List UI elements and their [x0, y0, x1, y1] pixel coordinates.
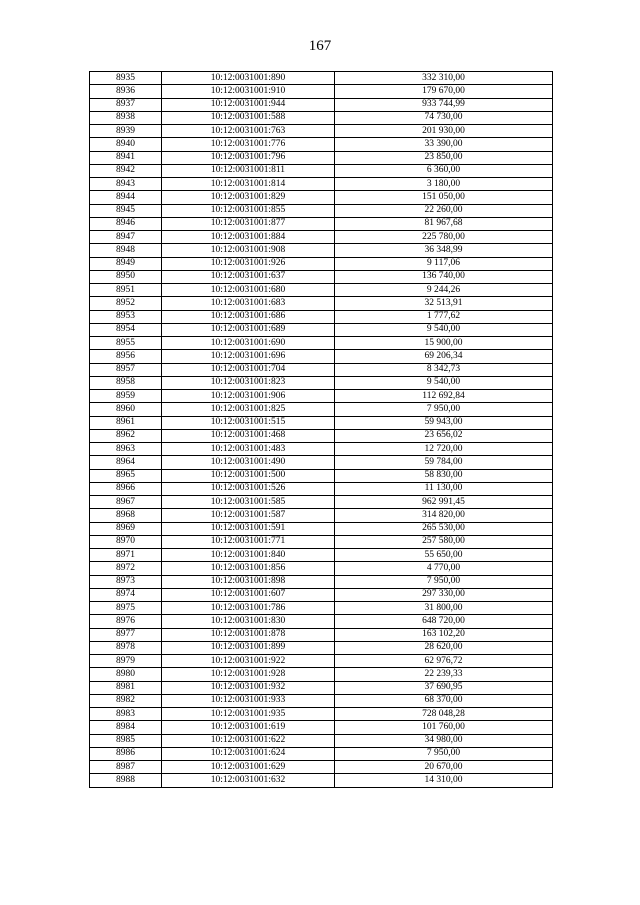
cadastral-number-cell: 10:12:0031001:944	[162, 98, 335, 111]
value-cell: 59 784,00	[335, 456, 553, 469]
value-cell: 7 950,00	[335, 575, 553, 588]
table-row	[90, 628, 553, 641]
row-number-cell: 8971	[90, 549, 162, 562]
value-cell: 332 310,00	[335, 72, 553, 85]
value-cell: 136 740,00	[335, 270, 553, 283]
value-cell: 933 744,99	[335, 98, 553, 111]
table-row	[90, 390, 553, 403]
table-row	[90, 204, 553, 217]
table-row	[90, 164, 553, 177]
cadastral-number-cell: 10:12:0031001:500	[162, 469, 335, 482]
table-row	[90, 138, 553, 151]
table-row	[90, 337, 553, 350]
cadastral-number-cell: 10:12:0031001:855	[162, 204, 335, 217]
row-number-cell: 8954	[90, 323, 162, 336]
cadastral-number-cell: 10:12:0031001:906	[162, 390, 335, 403]
table-row	[90, 641, 553, 654]
cadastral-number-cell: 10:12:0031001:890	[162, 72, 335, 85]
cadastral-number-cell: 10:12:0031001:690	[162, 337, 335, 350]
row-number-cell: 8958	[90, 376, 162, 389]
table-row	[90, 535, 553, 548]
value-cell: 257 580,00	[335, 535, 553, 548]
value-cell: 101 760,00	[335, 721, 553, 734]
cadastral-number-cell: 10:12:0031001:587	[162, 509, 335, 522]
table-row	[90, 429, 553, 442]
value-cell: 7 950,00	[335, 403, 553, 416]
table-row	[90, 98, 553, 111]
table-row	[90, 244, 553, 257]
cadastral-number-cell: 10:12:0031001:591	[162, 522, 335, 535]
value-cell: 648 720,00	[335, 615, 553, 628]
registry-table-body	[90, 72, 553, 788]
row-number-cell: 8988	[90, 774, 162, 787]
value-cell: 69 206,34	[335, 350, 553, 363]
row-number-cell: 8959	[90, 390, 162, 403]
value-cell: 15 900,00	[335, 337, 553, 350]
cadastral-number-cell: 10:12:0031001:932	[162, 681, 335, 694]
cadastral-number-cell: 10:12:0031001:814	[162, 178, 335, 191]
cadastral-number-cell: 10:12:0031001:899	[162, 641, 335, 654]
value-cell: 265 530,00	[335, 522, 553, 535]
value-cell: 12 720,00	[335, 443, 553, 456]
registry-table	[89, 71, 553, 788]
cadastral-number-cell: 10:12:0031001:926	[162, 257, 335, 270]
value-cell: 22 239,33	[335, 668, 553, 681]
value-cell: 962 991,45	[335, 496, 553, 509]
cadastral-number-cell: 10:12:0031001:922	[162, 655, 335, 668]
cadastral-number-cell: 10:12:0031001:468	[162, 429, 335, 442]
table-row	[90, 588, 553, 601]
row-number-cell: 8985	[90, 734, 162, 747]
table-row	[90, 456, 553, 469]
row-number-cell: 8980	[90, 668, 162, 681]
table-row	[90, 323, 553, 336]
table-row	[90, 482, 553, 495]
table-row	[90, 549, 553, 562]
cadastral-number-cell: 10:12:0031001:632	[162, 774, 335, 787]
cadastral-number-cell: 10:12:0031001:680	[162, 284, 335, 297]
row-number-cell: 8935	[90, 72, 162, 85]
table-row	[90, 257, 553, 270]
table-row	[90, 761, 553, 774]
row-number-cell: 8941	[90, 151, 162, 164]
row-number-cell: 8983	[90, 708, 162, 721]
table-row	[90, 350, 553, 363]
row-number-cell: 8981	[90, 681, 162, 694]
value-cell: 74 730,00	[335, 111, 553, 124]
table-row	[90, 443, 553, 456]
value-cell: 201 930,00	[335, 125, 553, 138]
cadastral-number-cell: 10:12:0031001:884	[162, 231, 335, 244]
row-number-cell: 8962	[90, 429, 162, 442]
row-number-cell: 8965	[90, 469, 162, 482]
table-row	[90, 416, 553, 429]
table-row	[90, 178, 553, 191]
value-cell: 1 777,62	[335, 310, 553, 323]
cadastral-number-cell: 10:12:0031001:877	[162, 217, 335, 230]
row-number-cell: 8957	[90, 363, 162, 376]
value-cell: 55 650,00	[335, 549, 553, 562]
cadastral-number-cell: 10:12:0031001:933	[162, 694, 335, 707]
cadastral-number-cell: 10:12:0031001:935	[162, 708, 335, 721]
cadastral-number-cell: 10:12:0031001:490	[162, 456, 335, 469]
cadastral-number-cell: 10:12:0031001:686	[162, 310, 335, 323]
value-cell: 9 540,00	[335, 376, 553, 389]
value-cell: 151 050,00	[335, 191, 553, 204]
value-cell: 31 800,00	[335, 602, 553, 615]
cadastral-number-cell: 10:12:0031001:526	[162, 482, 335, 495]
row-number-cell: 8967	[90, 496, 162, 509]
row-number-cell: 8946	[90, 217, 162, 230]
cadastral-number-cell: 10:12:0031001:624	[162, 747, 335, 760]
table-row	[90, 217, 553, 230]
page-number: 167	[308, 38, 332, 54]
table-row	[90, 681, 553, 694]
row-number-cell: 8953	[90, 310, 162, 323]
cadastral-number-cell: 10:12:0031001:796	[162, 151, 335, 164]
row-number-cell: 8961	[90, 416, 162, 429]
table-row	[90, 270, 553, 283]
row-number-cell: 8945	[90, 204, 162, 217]
cadastral-number-cell: 10:12:0031001:910	[162, 85, 335, 98]
value-cell: 22 260,00	[335, 204, 553, 217]
value-cell: 225 780,00	[335, 231, 553, 244]
value-cell: 179 670,00	[335, 85, 553, 98]
row-number-cell: 8936	[90, 85, 162, 98]
row-number-cell: 8978	[90, 641, 162, 654]
table-row	[90, 668, 553, 681]
cadastral-number-cell: 10:12:0031001:811	[162, 164, 335, 177]
row-number-cell: 8949	[90, 257, 162, 270]
table-row	[90, 575, 553, 588]
table-row	[90, 509, 553, 522]
cadastral-number-cell: 10:12:0031001:840	[162, 549, 335, 562]
table-row	[90, 721, 553, 734]
cadastral-number-cell: 10:12:0031001:629	[162, 761, 335, 774]
row-number-cell: 8987	[90, 761, 162, 774]
cadastral-number-cell: 10:12:0031001:704	[162, 363, 335, 376]
cadastral-number-cell: 10:12:0031001:928	[162, 668, 335, 681]
value-cell: 68 370,00	[335, 694, 553, 707]
row-number-cell: 8979	[90, 655, 162, 668]
value-cell: 23 656,02	[335, 429, 553, 442]
table-row	[90, 151, 553, 164]
table-row	[90, 734, 553, 747]
row-number-cell: 8966	[90, 482, 162, 495]
cadastral-number-cell: 10:12:0031001:588	[162, 111, 335, 124]
cadastral-number-cell: 10:12:0031001:515	[162, 416, 335, 429]
table-row	[90, 522, 553, 535]
value-cell: 9 244,26	[335, 284, 553, 297]
table-row	[90, 562, 553, 575]
table-row	[90, 655, 553, 668]
cadastral-number-cell: 10:12:0031001:483	[162, 443, 335, 456]
cadastral-number-cell: 10:12:0031001:585	[162, 496, 335, 509]
row-number-cell: 8960	[90, 403, 162, 416]
row-number-cell: 8976	[90, 615, 162, 628]
row-number-cell: 8970	[90, 535, 162, 548]
table-row	[90, 72, 553, 85]
table-row	[90, 284, 553, 297]
value-cell: 4 770,00	[335, 562, 553, 575]
value-cell: 62 976,72	[335, 655, 553, 668]
row-number-cell: 8952	[90, 297, 162, 310]
cadastral-number-cell: 10:12:0031001:696	[162, 350, 335, 363]
value-cell: 59 943,00	[335, 416, 553, 429]
value-cell: 34 980,00	[335, 734, 553, 747]
table-row	[90, 85, 553, 98]
table-row	[90, 111, 553, 124]
table-row	[90, 363, 553, 376]
value-cell: 20 670,00	[335, 761, 553, 774]
cadastral-number-cell: 10:12:0031001:619	[162, 721, 335, 734]
table-row	[90, 602, 553, 615]
value-cell: 58 830,00	[335, 469, 553, 482]
cadastral-number-cell: 10:12:0031001:683	[162, 297, 335, 310]
value-cell: 112 692,84	[335, 390, 553, 403]
table-row	[90, 469, 553, 482]
value-cell: 9 117,06	[335, 257, 553, 270]
table-row	[90, 615, 553, 628]
row-number-cell: 8950	[90, 270, 162, 283]
row-number-cell: 8940	[90, 138, 162, 151]
row-number-cell: 8938	[90, 111, 162, 124]
cadastral-number-cell: 10:12:0031001:771	[162, 535, 335, 548]
table-row	[90, 297, 553, 310]
row-number-cell: 8937	[90, 98, 162, 111]
value-cell: 297 330,00	[335, 588, 553, 601]
row-number-cell: 8955	[90, 337, 162, 350]
table-row	[90, 496, 553, 509]
cadastral-number-cell: 10:12:0031001:776	[162, 138, 335, 151]
row-number-cell: 8939	[90, 125, 162, 138]
row-number-cell: 8956	[90, 350, 162, 363]
value-cell: 28 620,00	[335, 641, 553, 654]
value-cell: 7 950,00	[335, 747, 553, 760]
row-number-cell: 8986	[90, 747, 162, 760]
table-row	[90, 310, 553, 323]
row-number-cell: 8968	[90, 509, 162, 522]
table-row	[90, 694, 553, 707]
cadastral-number-cell: 10:12:0031001:622	[162, 734, 335, 747]
table-row	[90, 231, 553, 244]
row-number-cell: 8964	[90, 456, 162, 469]
value-cell: 3 180,00	[335, 178, 553, 191]
row-number-cell: 8947	[90, 231, 162, 244]
table-row	[90, 125, 553, 138]
cadastral-number-cell: 10:12:0031001:823	[162, 376, 335, 389]
row-number-cell: 8974	[90, 588, 162, 601]
value-cell: 11 130,00	[335, 482, 553, 495]
row-number-cell: 8969	[90, 522, 162, 535]
cadastral-number-cell: 10:12:0031001:878	[162, 628, 335, 641]
row-number-cell: 8944	[90, 191, 162, 204]
row-number-cell: 8972	[90, 562, 162, 575]
cadastral-number-cell: 10:12:0031001:829	[162, 191, 335, 204]
value-cell: 23 850,00	[335, 151, 553, 164]
cadastral-number-cell: 10:12:0031001:689	[162, 323, 335, 336]
cadastral-number-cell: 10:12:0031001:830	[162, 615, 335, 628]
cadastral-number-cell: 10:12:0031001:856	[162, 562, 335, 575]
row-number-cell: 8948	[90, 244, 162, 257]
value-cell: 36 348,99	[335, 244, 553, 257]
value-cell: 728 048,28	[335, 708, 553, 721]
cadastral-number-cell: 10:12:0031001:637	[162, 270, 335, 283]
row-number-cell: 8975	[90, 602, 162, 615]
row-number-cell: 8984	[90, 721, 162, 734]
cadastral-number-cell: 10:12:0031001:607	[162, 588, 335, 601]
row-number-cell: 8977	[90, 628, 162, 641]
table-row	[90, 747, 553, 760]
value-cell: 8 342,73	[335, 363, 553, 376]
value-cell: 6 360,00	[335, 164, 553, 177]
cadastral-number-cell: 10:12:0031001:763	[162, 125, 335, 138]
value-cell: 14 310,00	[335, 774, 553, 787]
row-number-cell: 8951	[90, 284, 162, 297]
value-cell: 9 540,00	[335, 323, 553, 336]
value-cell: 32 513,91	[335, 297, 553, 310]
cadastral-number-cell: 10:12:0031001:786	[162, 602, 335, 615]
cadastral-number-cell: 10:12:0031001:825	[162, 403, 335, 416]
value-cell: 314 820,00	[335, 509, 553, 522]
row-number-cell: 8982	[90, 694, 162, 707]
table-row	[90, 774, 553, 787]
row-number-cell: 8943	[90, 178, 162, 191]
cadastral-number-cell: 10:12:0031001:908	[162, 244, 335, 257]
value-cell: 33 390,00	[335, 138, 553, 151]
value-cell: 163 102,20	[335, 628, 553, 641]
table-row	[90, 191, 553, 204]
row-number-cell: 8942	[90, 164, 162, 177]
table-row	[90, 708, 553, 721]
value-cell: 81 967,68	[335, 217, 553, 230]
table-row	[90, 403, 553, 416]
cadastral-number-cell: 10:12:0031001:898	[162, 575, 335, 588]
row-number-cell: 8963	[90, 443, 162, 456]
row-number-cell: 8973	[90, 575, 162, 588]
table-row	[90, 376, 553, 389]
value-cell: 37 690,95	[335, 681, 553, 694]
